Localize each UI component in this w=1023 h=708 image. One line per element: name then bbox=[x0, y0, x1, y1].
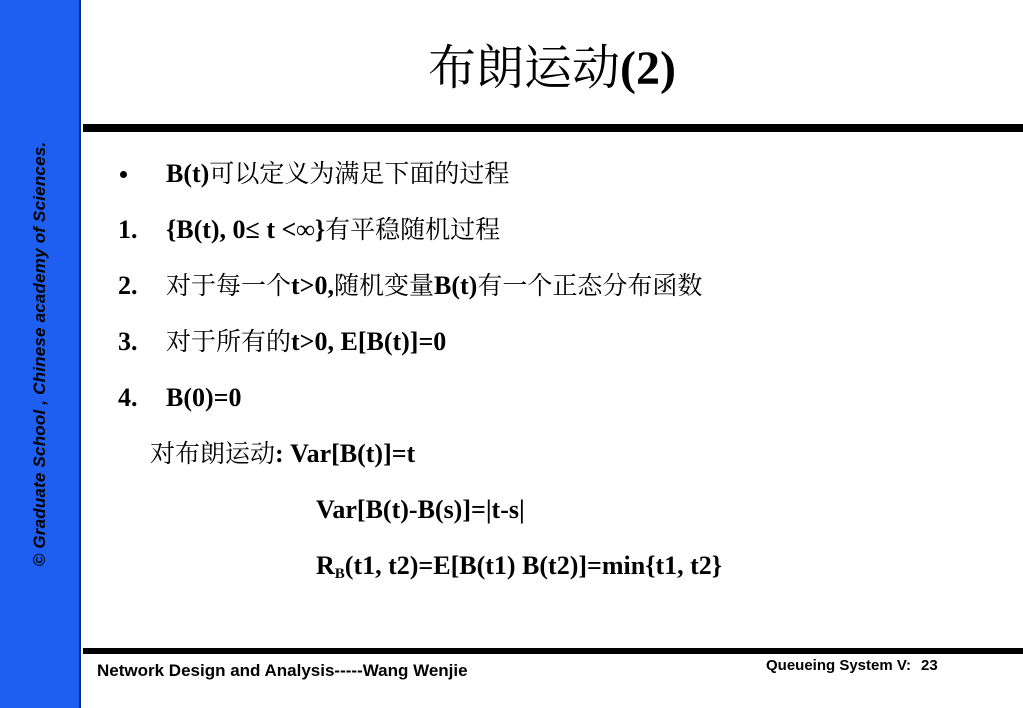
footer-course: Network Design and Analysis-----Wang Wenjie bbox=[97, 661, 468, 680]
bullet-line bbox=[166, 158, 509, 190]
item-3-text: 对于所有的 bbox=[166, 327, 292, 356]
var-diff-line: Var[B(t)-B(s)]=|t-s| bbox=[316, 495, 525, 524]
variance-line bbox=[150, 438, 415, 470]
footer-section-label: Queueing System V: bbox=[766, 657, 912, 674]
item-4 bbox=[166, 382, 241, 414]
item-4-marker: 4. bbox=[118, 383, 138, 412]
variance-cjk: 对布朗运动 bbox=[150, 439, 276, 468]
title-rule bbox=[83, 124, 1023, 132]
item-1-text: 有平稳随机过程 bbox=[325, 215, 501, 244]
item-2 bbox=[166, 270, 702, 302]
bullet-dot bbox=[120, 171, 127, 178]
page-number: 23 bbox=[921, 657, 938, 674]
autocorr-sub: B bbox=[334, 566, 345, 582]
autocorr-rest: (t1, t2)=E[B(t1) B(t2)]=min{t1, t2} bbox=[344, 551, 722, 580]
item-1 bbox=[166, 214, 500, 246]
variance-math: : Var[B(t)]=t bbox=[275, 439, 416, 468]
bullet-latin: B(t) bbox=[166, 159, 210, 188]
autocorr-line bbox=[316, 550, 722, 590]
title-number: (2) bbox=[620, 42, 676, 95]
item-2-text-b: 随机变量 bbox=[334, 271, 435, 300]
item-2-text-c: 有一个正态分布函数 bbox=[477, 271, 703, 300]
item-2-math-b: B(t) bbox=[434, 271, 478, 300]
item-3-math: t>0, E[B(t)]=0 bbox=[291, 327, 447, 356]
bullet-cjk: 可以定义为满足下面的过程 bbox=[209, 159, 510, 188]
item-1-marker: 1. bbox=[118, 215, 138, 244]
sidebar bbox=[0, 0, 81, 708]
footer-section bbox=[766, 657, 938, 674]
sidebar-copyright: © Graduate School , Chinese academy of Sciences. bbox=[30, 141, 49, 567]
item-2-marker: 2. bbox=[118, 271, 138, 300]
slide-title bbox=[81, 38, 1023, 99]
title-cjk: 布朗运动 bbox=[428, 40, 621, 96]
item-1-math: {B(t), 0≤ t <∞} bbox=[166, 215, 326, 244]
footer-rule bbox=[83, 648, 1023, 654]
item-2-math-a: t>0, bbox=[291, 271, 334, 300]
autocorr-r: R bbox=[316, 551, 335, 580]
item-3-marker: 3. bbox=[118, 327, 138, 356]
item-2-text-a: 对于每一个 bbox=[166, 271, 292, 300]
item-3 bbox=[166, 326, 446, 358]
item-4-math: B(0)=0 bbox=[166, 383, 242, 412]
